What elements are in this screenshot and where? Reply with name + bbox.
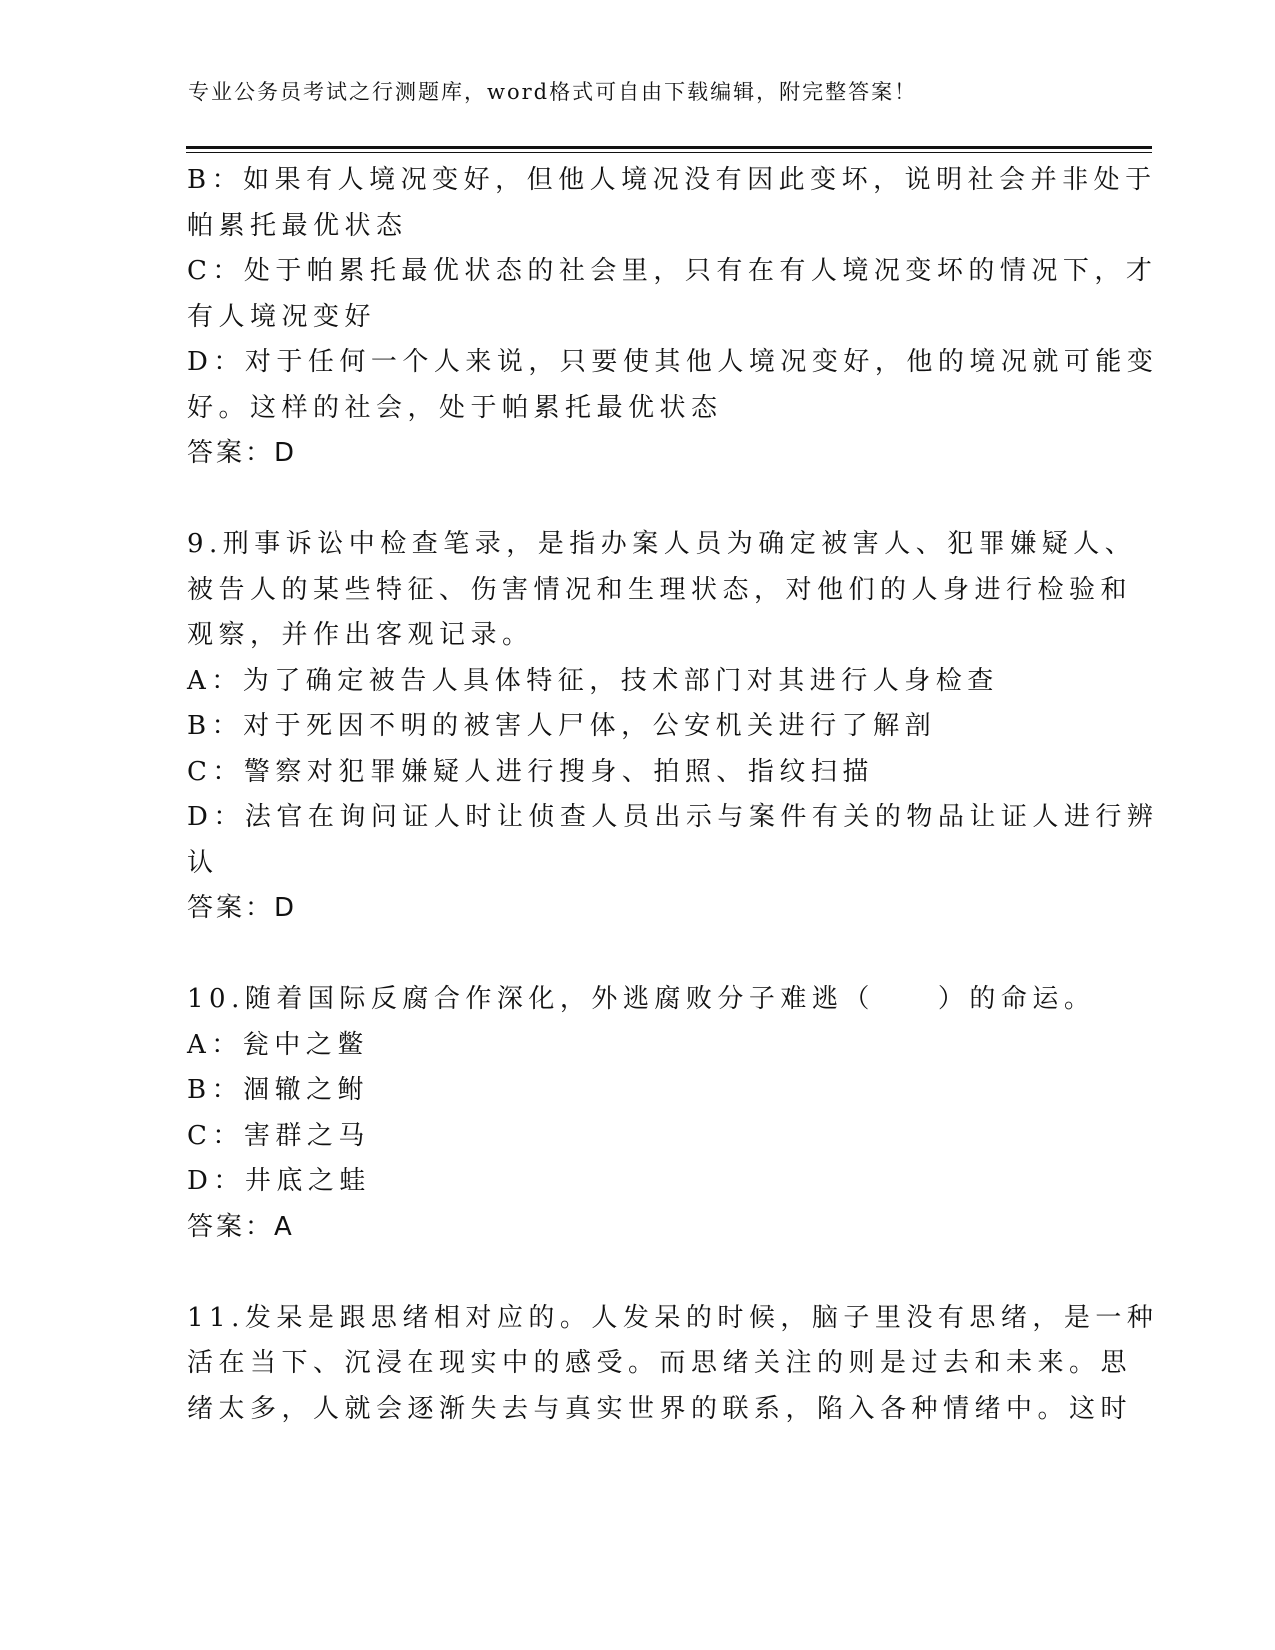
q9-option-d-line-1: D：法官在询问证人时让侦查人员出示与案件有关的物品让证人进行辨 [187,802,1159,832]
q10-answer: 答案：A [187,1211,295,1242]
spacer [187,477,1077,523]
q9-option-b: B：对于死因不明的被害人尸体，公安机关进行了解剖 [187,711,937,741]
q8-option-d-line-1: D：对于任何一个人来说，只要使其他人境况变好，他的境况就可能变 [187,347,1159,377]
document-body [187,158,1159,1432]
question-9 [187,522,1159,932]
q9-option-a: A：为了确定被告人具体特征，技术部门对其进行人身检查 [187,665,999,696]
q8-answer: 答案：D [187,438,298,468]
question-11 [187,1296,1159,1433]
q11-stem-line-2: 活在当下、沉浸在现实中的感受。而思绪关注的则是过去和未来。思 [187,1348,1133,1378]
q11-stem-line-3: 绪太多，人就会逐渐失去与真实世界的联系，陷入各种情绪中。这时 [187,1393,1133,1424]
q11-stem-line-1: 11.发呆是跟思绪相对应的。人发呆的时候，脑子里没有思绪，是一种 [187,1302,1159,1333]
q8-option-b-line-2: 帕累托最优状态 [187,210,408,241]
spacer [187,932,1077,978]
question-8-continued [187,158,1159,477]
q10-option-d: D：井底之蛙 [187,1166,371,1196]
q8-option-b-line-1: B：如果有人境况变好，但他人境况没有因此变坏，说明社会并非处于 [187,165,1157,195]
question-10 [187,977,1096,1250]
q9-answer: 答案：D [187,893,298,923]
q9-option-c: C：警察对犯罪嫌疑人进行搜身、拍照、指纹扫描 [187,756,874,787]
q10-stem: 10.随着国际反腐合作深化，外逃腐败分子难逃（ ）的命运。 [187,984,1096,1014]
q8-option-d-line-2: 好。这样的社会，处于帕累托最优状态 [187,392,723,423]
q8-option-c-line-2: 有人境况变好 [187,301,377,332]
q10-option-b: B：涸辙之鲋 [187,1075,370,1105]
spacer [187,1250,1077,1296]
q9-stem-line-3: 观察，并作出客观记录。 [187,620,534,650]
header-rule [186,146,1152,149]
q8-option-c-line-1: C：处于帕累托最优状态的社会里，只有在有人境况变坏的情况下，才 [187,256,1158,286]
q10-option-c: C：害群之马 [187,1120,370,1151]
q9-stem-line-1: 9.刑事诉讼中检查笔录，是指办案人员为确定被害人、犯罪嫌疑人、 [187,529,1137,559]
q9-option-d-line-2: 认 [187,847,219,878]
q9-stem-line-2: 被告人的某些特征、伤害情况和生理状态，对他们的人身进行检验和 [187,574,1133,605]
q10-option-a: A：瓮中之鳖 [187,1029,369,1060]
page-header: 专业公务员考试之行测题库，word格式可自由下载编辑，附完整答案！ [188,80,918,104]
